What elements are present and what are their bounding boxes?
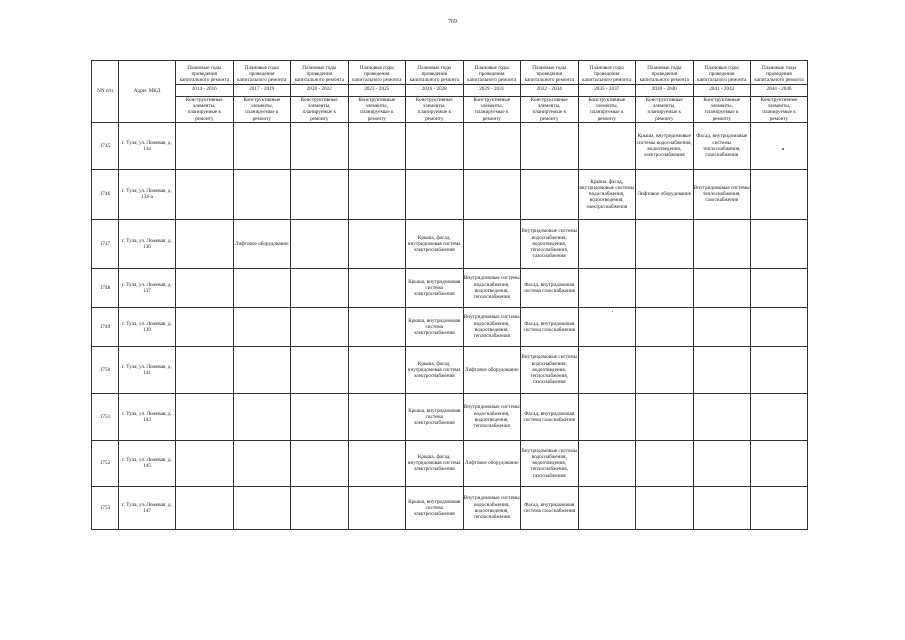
scan-speck: [612, 311, 613, 312]
row-number: 1746: [92, 169, 119, 219]
repair-cell: [233, 169, 291, 219]
period-header-10: [751, 61, 808, 97]
period-title: Плановые годы проведения капитального ремонта: [639, 64, 689, 84]
repair-cell: Фасад, внутридомовая система газоснабжения: [521, 393, 579, 440]
repair-cell: Фасад, внутридомовые системы теплоснабжения, газоснабжения: [693, 122, 751, 169]
period-range: 2035 - 2037: [579, 84, 636, 92]
table-row: [92, 219, 808, 268]
repair-cell: [348, 268, 406, 307]
period-header-6: [521, 61, 579, 97]
repair-cell: [291, 486, 349, 529]
element-header-row: [92, 97, 808, 123]
period-header-8: [636, 61, 694, 97]
repair-cell: Фасад, внутридомовая система газоснабжения: [521, 486, 579, 529]
header-address: Адрес МКД: [119, 61, 176, 123]
header-num: NN п/п: [92, 61, 119, 123]
repair-cell: [751, 346, 808, 393]
repair-cell: [521, 169, 579, 219]
capital-repair-table: [91, 60, 808, 530]
repair-cell: [751, 268, 808, 307]
repair-cell: [348, 169, 406, 219]
row-number: 1745: [92, 122, 119, 169]
repair-cell: Крыша, фасад, внутридомовые системы водоснабжения, водоотведения, электроснабжения: [578, 169, 636, 219]
repair-cell: [291, 393, 349, 440]
repair-cell: [348, 219, 406, 268]
repair-cell: [176, 122, 234, 169]
repair-cell: [406, 169, 464, 219]
repair-cell: [233, 307, 291, 346]
period-range: 2026 - 2028: [406, 84, 463, 92]
element-header-9: [693, 97, 751, 123]
element-header-8: [636, 97, 694, 123]
period-header-row: [92, 61, 808, 97]
period-title: Плановые годы проведения капитального ремонта: [179, 64, 229, 84]
element-title: Конструктивные элементы, планируемые к ремонту: [588, 97, 626, 122]
repair-cell: [751, 219, 808, 268]
repair-cell: [578, 346, 636, 393]
repair-cell: [751, 307, 808, 346]
repair-cell: [291, 268, 349, 307]
period-title: Плановые годы проведения капитального ремонта: [237, 64, 287, 84]
row-address: г. Тула, ул. Ложевая, д. 141: [119, 346, 176, 393]
repair-cell: Внутридомовые системы водоснабжения, водоотведения, теплоснабжения, газоснабжения: [521, 346, 579, 393]
repair-cell: [291, 122, 349, 169]
repair-cell: Фасад, внутридомовая система газоснабжения: [521, 307, 579, 346]
element-title: Конструктивные элементы, планируемые к ремонту: [243, 97, 281, 122]
period-title: Плановые годы проведения капитального ремонта: [467, 64, 517, 84]
repair-cell: [751, 486, 808, 529]
period-header-0: [176, 61, 234, 97]
repair-cell: [578, 268, 636, 307]
repair-cell: [176, 169, 234, 219]
repair-cell: [233, 393, 291, 440]
repair-cell: Лифтовое оборудование: [636, 169, 694, 219]
element-header-7: [578, 97, 636, 123]
element-title: Конструктивные элементы, планируемые к ремонту: [358, 97, 396, 122]
element-header-5: [463, 97, 521, 123]
repair-cell: [176, 346, 234, 393]
repair-cell: [751, 440, 808, 486]
repair-cell: [693, 346, 751, 393]
period-header-4: [406, 61, 464, 97]
repair-cell: [348, 307, 406, 346]
element-title: Конструктивные элементы, планируемые к ремонту: [415, 97, 453, 122]
repair-cell: [463, 122, 521, 169]
table-row: [92, 307, 808, 346]
repair-cell: Лифтовое оборудование: [463, 346, 521, 393]
table-row: [92, 268, 808, 307]
row-number: 1748: [92, 268, 119, 307]
repair-cell: Внутридомовые системы водоснабжения, водоотведения, теплоснабжения, газоснабжения: [521, 219, 579, 268]
period-header-3: [348, 61, 406, 97]
table-header: [92, 61, 808, 123]
repair-cell: [233, 486, 291, 529]
row-address: г. Тула, ул. Ложевая, д. 134-а: [119, 169, 176, 219]
repair-cell: [176, 393, 234, 440]
element-header-2: [291, 97, 349, 123]
repair-cell: [406, 122, 464, 169]
repair-cell: [348, 122, 406, 169]
repair-cell: [291, 219, 349, 268]
row-address: г. Тула, ул. Ложевая, д. 134: [119, 122, 176, 169]
repair-cell: Внутридомовые системы водоснабжения, водоотведения, теплоснабжения, газоснабжения: [521, 440, 579, 486]
element-title: Конструктивные элементы, планируемые к ремонту: [300, 97, 338, 122]
period-header-5: [463, 61, 521, 97]
repair-cell: [233, 440, 291, 486]
repair-cell: [176, 486, 234, 529]
page-number: 769: [448, 19, 457, 25]
repair-cell: [578, 440, 636, 486]
repair-cell: [348, 486, 406, 529]
period-title: Плановые годы проведения капитального ремонта: [409, 64, 459, 84]
row-address: г. Тула, ул. Ложевая, д. 136: [119, 219, 176, 268]
scan-speck: [782, 148, 784, 150]
repair-cell: [578, 393, 636, 440]
row-number: 1749: [92, 307, 119, 346]
period-range: 2044 - 2046: [751, 84, 807, 92]
period-title: Плановые годы проведения капитального ремонта: [524, 64, 574, 84]
row-number: 1753: [92, 486, 119, 529]
element-title: Конструктивные элементы, планируемые к ремонту: [185, 97, 223, 122]
repair-cell: [291, 346, 349, 393]
period-header-1: [233, 61, 291, 97]
repair-cell: [233, 122, 291, 169]
row-number: 1747: [92, 219, 119, 268]
element-header-4: [406, 97, 464, 123]
repair-cell: [636, 440, 694, 486]
repair-cell: Крыша, фасад, внутридомовая система электроснабжения: [406, 219, 464, 268]
repair-cell: [693, 486, 751, 529]
period-title: Плановые годы проведения капитального ремонта: [697, 64, 747, 84]
repair-cell: [636, 307, 694, 346]
element-header-0: [176, 97, 234, 123]
period-title: Плановые годы проведения капитального ремонта: [294, 64, 344, 84]
row-number: 1752: [92, 440, 119, 486]
row-address: г. Тула, ул. Ложевая, д. 147: [119, 486, 176, 529]
period-header-2: [291, 61, 349, 97]
repair-cell: [693, 440, 751, 486]
repair-cell: Внутридомовые системы водоснабжения, водоотведения, теплоснабжения: [463, 486, 521, 529]
repair-cell: [636, 268, 694, 307]
repair-cell: [176, 307, 234, 346]
repair-cell: [233, 346, 291, 393]
repair-cell: [348, 346, 406, 393]
repair-cell: [693, 219, 751, 268]
period-title: Плановые годы проведения капитального ремонта: [582, 64, 632, 84]
row-address: г. Тула, ул. Ложевая, д. 139: [119, 307, 176, 346]
repair-cell: [521, 122, 579, 169]
repair-cell: [348, 393, 406, 440]
repair-cell: [751, 169, 808, 219]
period-range: 2014 - 2016: [176, 84, 233, 92]
element-header-10: [751, 97, 808, 123]
row-number: 1750: [92, 346, 119, 393]
table-row: [92, 440, 808, 486]
repair-cell: Лифтовое оборудование: [233, 219, 291, 268]
repair-cell: [463, 219, 521, 268]
period-range: 2041 - 2043: [694, 84, 751, 92]
repair-cell: Внутридомовые системы водоснабжения, водоотведения, теплоснабжения: [463, 307, 521, 346]
period-range: 2023 - 2025: [349, 84, 406, 92]
repair-cell: [578, 219, 636, 268]
table-row: [92, 486, 808, 529]
repair-cell: Крыша, внутридомовая система электроснабжения: [406, 393, 464, 440]
period-range: 2029 - 2031: [464, 84, 521, 92]
table-row: [92, 393, 808, 440]
repair-cell: [291, 169, 349, 219]
element-header-1: [233, 97, 291, 123]
repair-cell: [233, 268, 291, 307]
repair-cell: Фасад, внутридомовая система газоснабжения: [521, 268, 579, 307]
repair-cell: Внутридомовые системы водоснабжения, водоотведения, теплоснабжения: [463, 393, 521, 440]
table-row: [92, 346, 808, 393]
repair-cell: [751, 393, 808, 440]
period-range: 2032 - 2034: [521, 84, 578, 92]
period-range: 2020 - 2022: [291, 84, 348, 92]
element-header-3: [348, 97, 406, 123]
period-range: 2038 - 2040: [636, 84, 693, 92]
repair-cell: Внутридомовые системы водоснабжения, водоотведения, теплоснабжения: [463, 268, 521, 307]
repair-cell: [578, 307, 636, 346]
repair-cell: [636, 393, 694, 440]
element-title: Конструктивные элементы, планируемые к ремонту: [760, 97, 798, 122]
repair-cell: [578, 486, 636, 529]
element-title: Конструктивные элементы, планируемые к ремонту: [645, 97, 683, 122]
repair-cell: [636, 486, 694, 529]
repair-cell: [176, 268, 234, 307]
table-row: [92, 122, 808, 169]
period-range: 2017 - 2019: [234, 84, 291, 92]
table-row: [92, 169, 808, 219]
element-title: Конструктивные элементы, планируемые к ремонту: [530, 97, 568, 122]
repair-cell: [578, 122, 636, 169]
repair-cell: Крыша, внутридомовая система электроснабжения: [406, 268, 464, 307]
repair-cell: Крыша, внутридомовая система электроснабжения: [406, 486, 464, 529]
repair-cell: [693, 307, 751, 346]
repair-cell: [291, 440, 349, 486]
row-address: г. Тула, ул. Ложевая, д. 143: [119, 393, 176, 440]
element-title: Конструктивные элементы, планируемые к ремонту: [703, 97, 741, 122]
period-header-7: [578, 61, 636, 97]
repair-cell: Лифтовое оборудование: [463, 440, 521, 486]
row-address: г. Тула, ул. Ложевая, д. 145: [119, 440, 176, 486]
repair-cell: Крыша, внутридомовые системы водоснабжения, водоотведения, электроснабжения: [636, 122, 694, 169]
repair-cell: [693, 393, 751, 440]
repair-cell: Крыша, внутридомовая система электроснабжения: [406, 307, 464, 346]
period-title: Плановые годы проведения капитального ремонта: [352, 64, 402, 84]
repair-cell: [751, 122, 808, 169]
repair-cell: [176, 219, 234, 268]
repair-cell: Внутридомовые системы теплоснабжения, газоснабжения: [693, 169, 751, 219]
repair-cell: [348, 440, 406, 486]
period-header-9: [693, 61, 751, 97]
repair-cell: Крыша, фасад, внутридомовая система электроснабжения: [406, 440, 464, 486]
repair-cell: [636, 346, 694, 393]
repair-cell: [636, 219, 694, 268]
row-number: 1751: [92, 393, 119, 440]
period-title: Плановые годы проведения капитального ремонта: [754, 64, 804, 84]
repair-cell: [291, 307, 349, 346]
repair-cell: [463, 169, 521, 219]
table-body: [92, 122, 808, 529]
repair-cell: [693, 268, 751, 307]
repair-cell: [176, 440, 234, 486]
row-address: г. Тула, ул. Ложевая, д. 137: [119, 268, 176, 307]
element-title: Конструктивные элементы, планируемые к ремонту: [473, 97, 511, 122]
element-header-6: [521, 97, 579, 123]
repair-cell: Крыша, фасад, внутридомовая система электроснабжения: [406, 346, 464, 393]
